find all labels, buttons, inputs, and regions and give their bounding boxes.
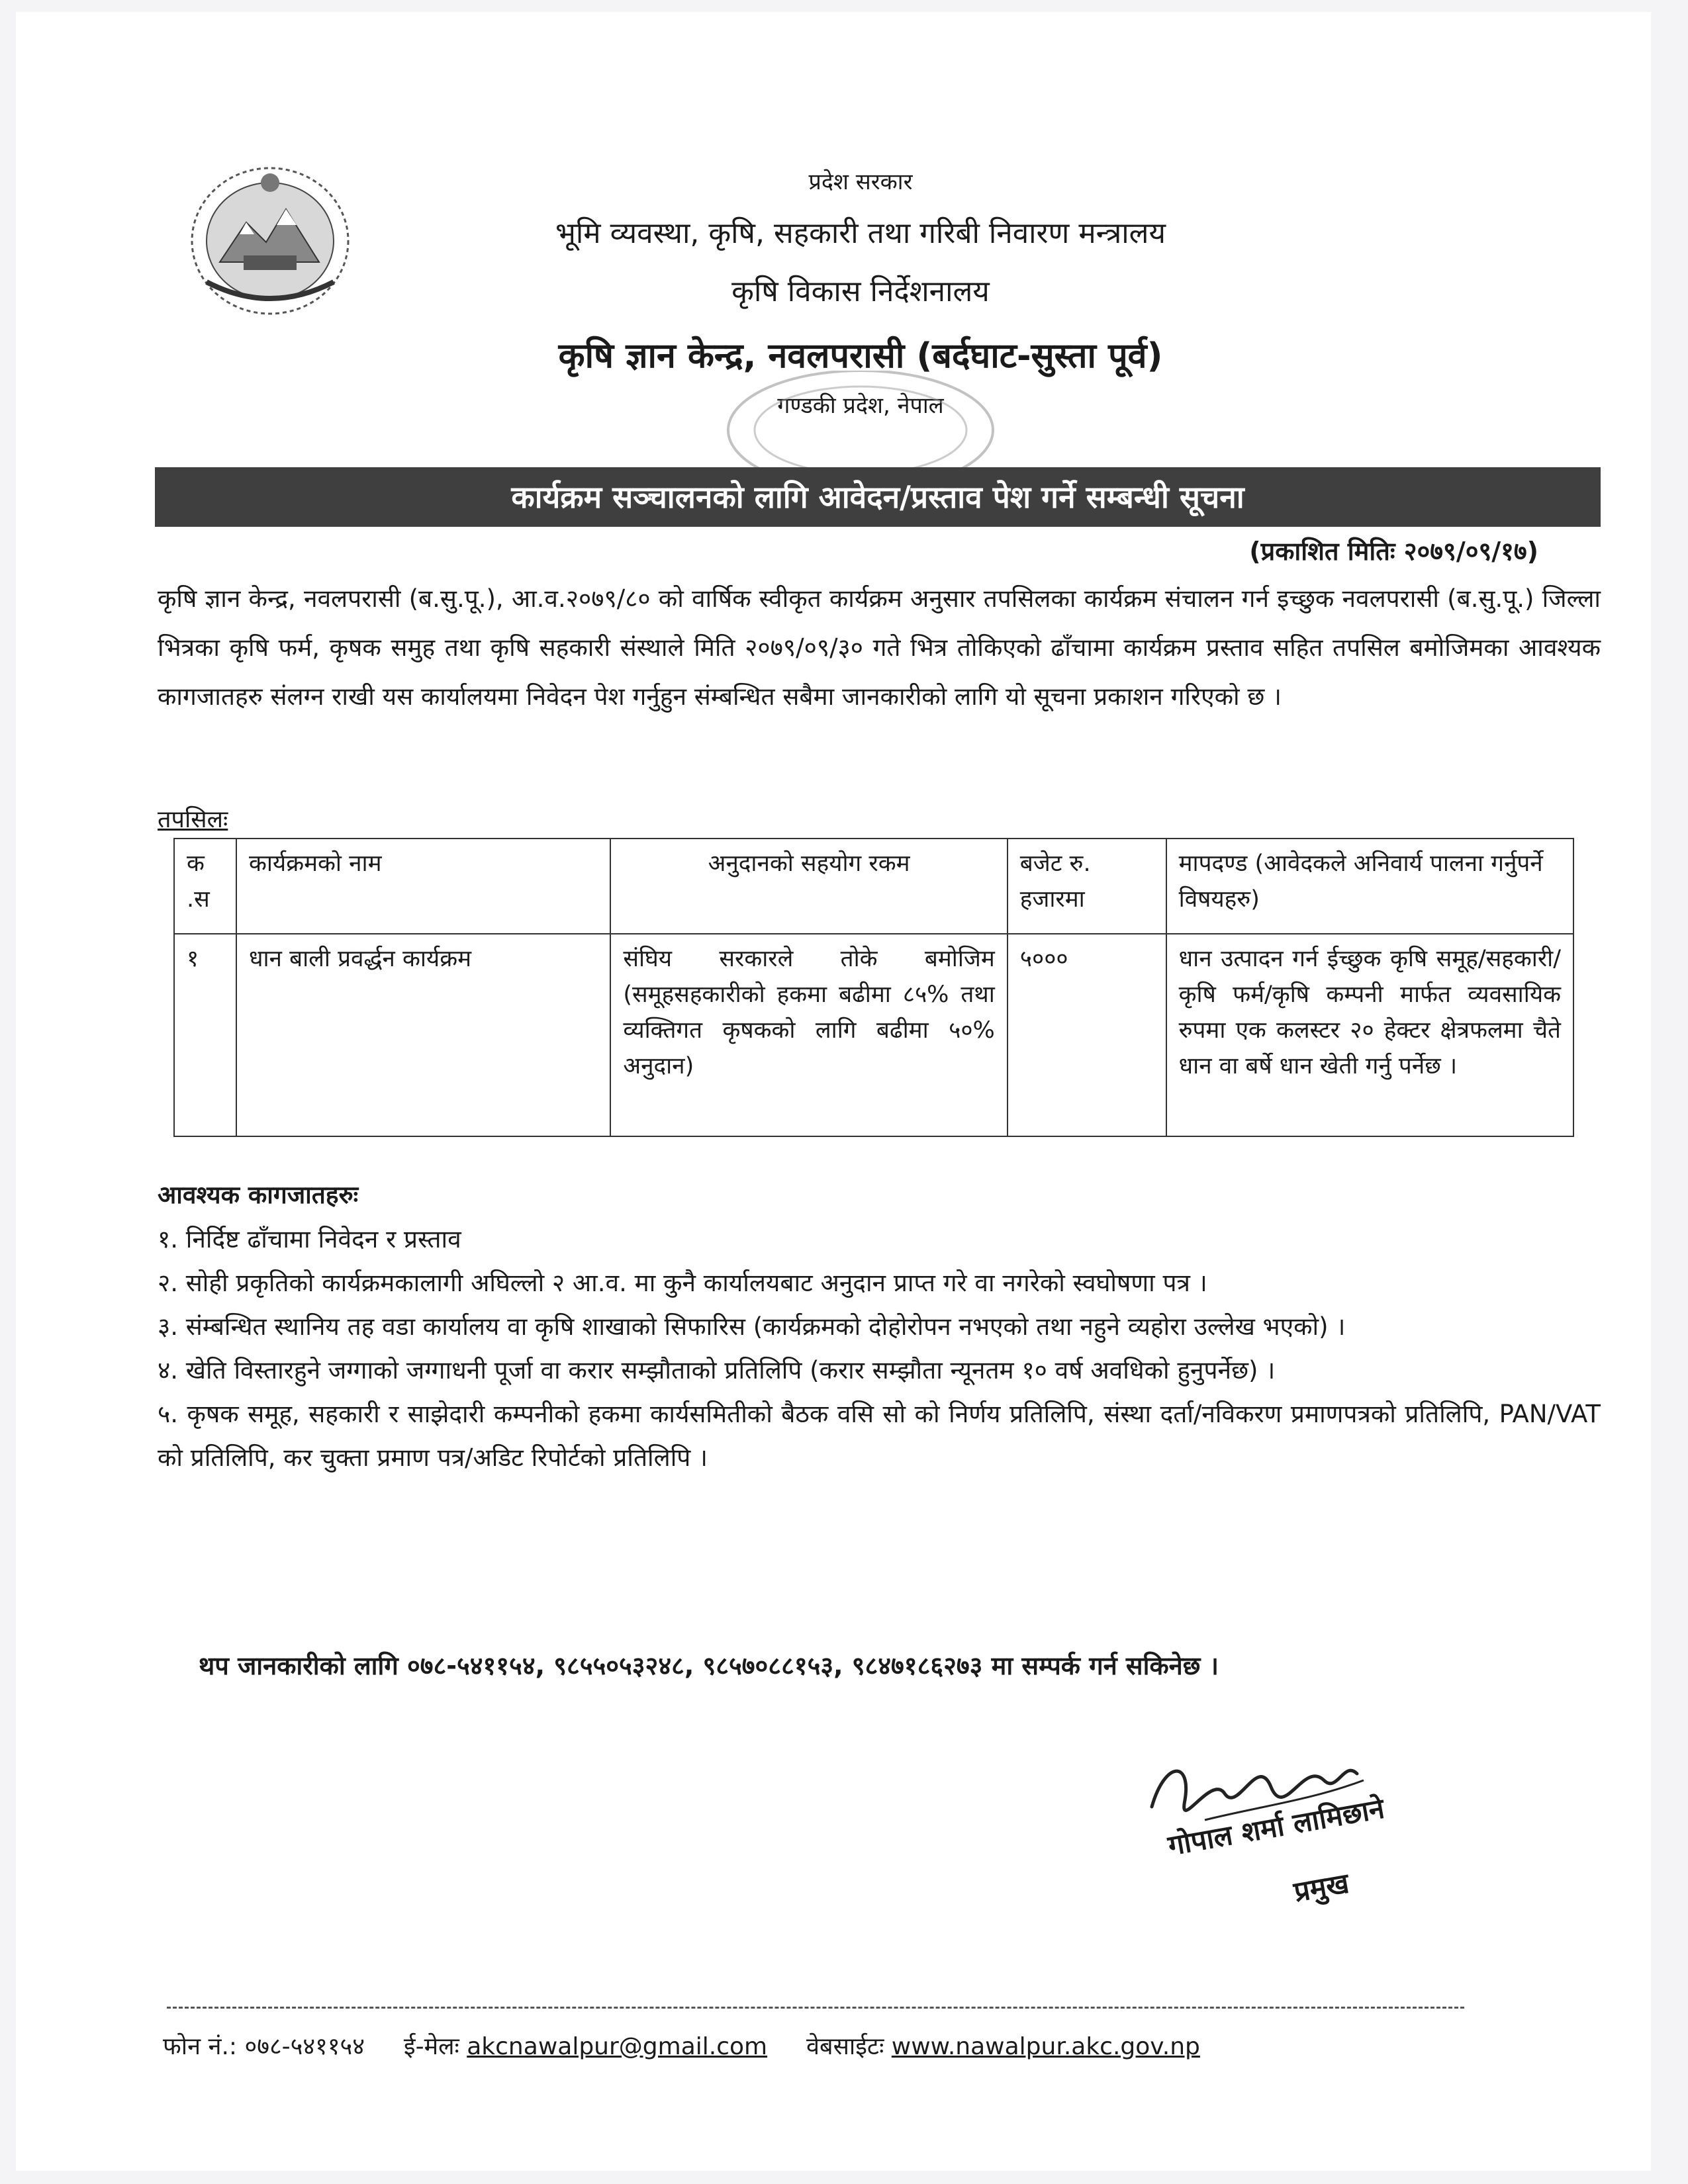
footer-phone: ०७८-५४११५४ [244, 2033, 365, 2060]
contact-info: थप जानकारीको लागि ०७८-५४११५४, ९८५५०५३२४८, ९८५७०८८१५३, ९८४७१८६२७३ मा सम्पर्क गर्न सकिनेछ । [199, 1651, 1219, 1680]
header-office-name: कृषि ज्ञान केन्द्र, नवलपरासी (बर्दघाट-सुस्ता पूर्व) [558, 336, 1163, 376]
table-header-row [174, 839, 1573, 934]
row-serial: १ [174, 934, 236, 1136]
header-state-government: प्रदेश सरकार [808, 169, 913, 195]
footer-divider [167, 2007, 1464, 2009]
row-grant: संघिय सरकारले तोके बमोजिम (समूहसहकारीको हकमा बढीमा ८५% तथा व्यक्तिगत कृषकको लागि बढीमा ५०% अनुदान) [610, 934, 1007, 1136]
footer-website-label: वेबसाईटः [806, 2033, 884, 2060]
tapsil-label: तपसिलः [158, 806, 228, 833]
header-directorate: कृषि विकास निर्देशनालय [731, 275, 990, 308]
program-table [173, 838, 1574, 1137]
header-criteria: मापदण्ड (आवेदकले अनिवार्य पालना गर्नुपर्ने विषयहरु) [1166, 839, 1573, 934]
published-date: (प्रकाशित मितिः २०७९/०९/१७) [1249, 537, 1538, 566]
header-ministry: भूमि व्यवस्था, कृषि, सहकारी तथा गरिबी निवारण मन्त्रालय [555, 216, 1166, 250]
notice-title-bar: कार्यक्रम सञ्चालनको लागि आवेदन/प्रस्ताव पेश गर्ने सम्बन्धी सूचना [155, 467, 1601, 527]
list-item: २. सोही प्रकृतिको कार्यक्रमकालागी अघिल्लो २ आ.व. मा कुनै कार्यालयबाट अनुदान प्राप्त गरे वा नगरेको स्वघोषणा पत्र । [158, 1269, 1207, 1297]
nepal-government-emblem-icon [180, 156, 360, 320]
list-item: ५. कृषक समूह, सहकारी र साझेदारी कम्पनीको हकमा कार्यसमितीको बैठक वसि सो को निर्णय प्रतिलिपि, संस्था दर्ता/नविकरण प्रमाणपत्रको प्रतिलिपि, PAN/VAT को प्रतिलिपि, कर चुक्ता प्रमाण पत्र/अडिट रिपोर्टको प्रतिलिपि । [158, 1400, 1601, 1472]
footer-website-link[interactable]: www.nawalpur.akc.gov.np [891, 2033, 1200, 2060]
row-criteria: धान उत्पादन गर्न ईच्छुक कृषि समूह/सहकारी/कृषि फर्म/कृषि कम्पनी मार्फत व्यवसायिक रुपमा एक कलस्टर २० हेक्टर क्षेत्रफलमा चैते धान वा बर्षे धान खेती गर्नु पर्नेछ । [1166, 934, 1573, 1136]
header-program-name: कार्यक्रमको नाम [236, 839, 610, 934]
required-documents-list [158, 1218, 1601, 1480]
row-program-name: धान बाली प्रवर्द्धन कार्यक्रम [236, 934, 610, 1136]
footer-email-link[interactable]: akcnawalpur@gmail.com [467, 2033, 768, 2060]
footer-contact [163, 2029, 1200, 2062]
list-item: १. निर्दिष्ट ढाँचामा निवेदन र प्रस्ताव [158, 1225, 461, 1253]
header-budget: बजेट रु. हजारमा [1008, 839, 1166, 934]
notice-intro-paragraph: कृषि ज्ञान केन्द्र, नवलपरासी (ब.सु.पू.), आ.व.२०७९/८० को वार्षिक स्वीकृत कार्यक्रम अनुसार तपसिलका कार्यक्रम संचालन गर्न इच्छुक नवलपरासी (ब.सु.पू.) जिल्ला भित्रका कृषि फर्म, कृषक समुह तथा कृषि सहकारी संस्थाले मिति २०७९/०९/३० गते भित्र तोकिएको ढाँचामा कार्यक्रम प्रस्ताव सहित तपसिल बमोजिमका आवश्यक कागजातहरु संलग्न राखी यस कार्यालयमा निवेदन पेश गर्नुहुन संम्बन्धित सबैमा जानकारीको लागि यो सूचना प्रकाशन गरिएको छ । [158, 584, 1601, 711]
footer-email-label: ई-मेलः [403, 2033, 459, 2060]
required-documents-heading: आवश्यक कागजातहरुः [158, 1181, 359, 1209]
signatory-title: प्रमुख [1291, 1866, 1352, 1909]
header-province: गण्डकी प्रदेश, नेपाल [777, 392, 944, 419]
row-budget: ५००० [1008, 934, 1166, 1136]
list-item: ४. खेति विस्तारहुने जग्गाको जग्गाधनी पूर्जा वा करार सम्झौताको प्रतिलिपि (करार सम्झौता न्यूनतम १० वर्ष अवधिको हुनुपर्नेछ) । [158, 1356, 1276, 1385]
header-serial: क .स [174, 839, 236, 934]
list-item: ३. संम्बन्धित स्थानिय तह वडा कार्यालय वा कृषि शाखाको सिफारिस (कार्यक्रमको दोहोरोपन नभएको तथा नहुने व्यहोरा उल्लेख भएको) । [158, 1312, 1346, 1341]
footer-phone-label: फोन नं.: [163, 2033, 238, 2060]
header-grant: अनुदानको सहयोग रकम [610, 839, 1007, 934]
table-row [174, 934, 1573, 1136]
office-seal-icon [702, 371, 1019, 477]
signatory-name: गोपाल शर्मा लामिछाने [1165, 1792, 1387, 1862]
